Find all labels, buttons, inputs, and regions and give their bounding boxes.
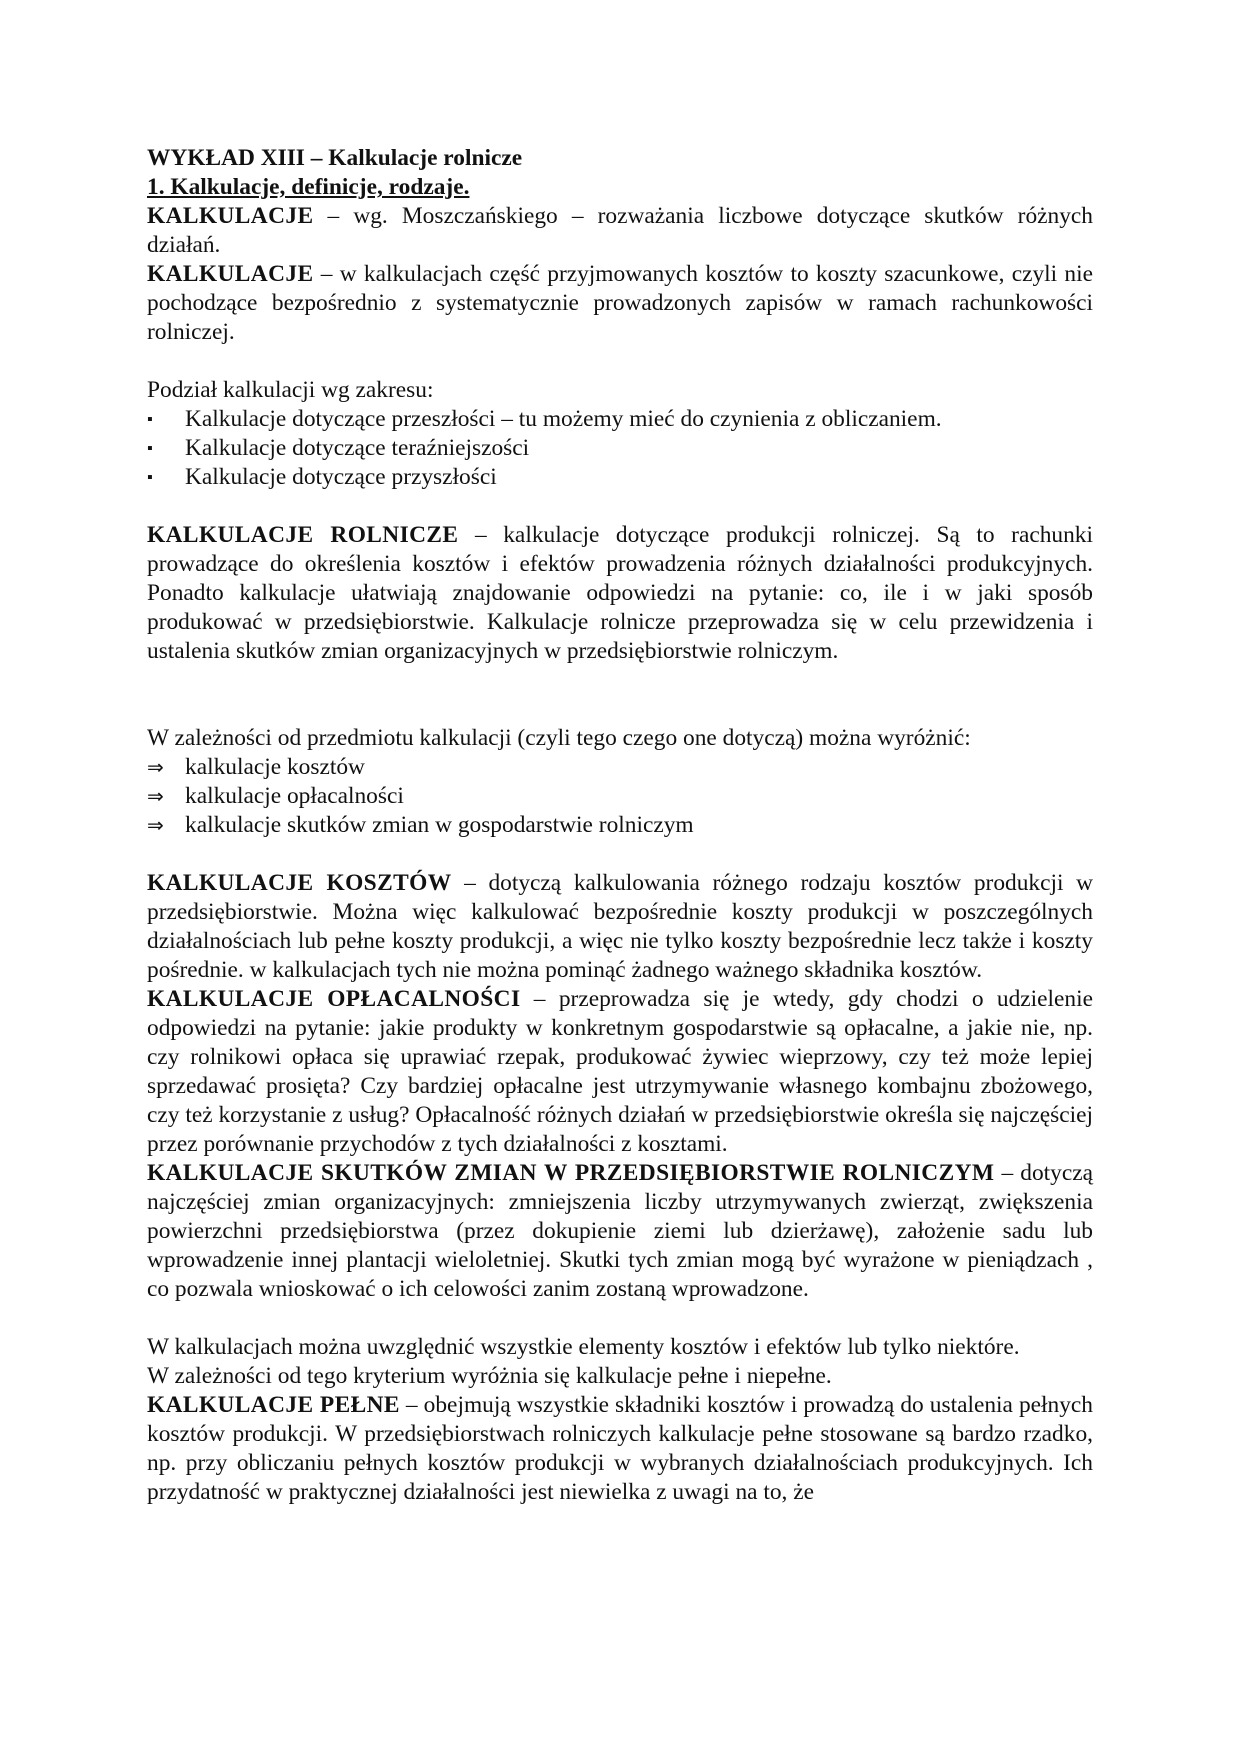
square-bullet-icon: ▪ (147, 469, 153, 486)
profitability-calc-paragraph (147, 985, 1093, 1159)
definition-text: – obejmują wszystkie składniki kosztów i prowadzą do ustalenia pełnych kosztów produkcji. W przedsiębiorstwach rolniczych kalkulacje pełne stosowane są bardzo rzadko, np. przy obliczaniu pełnych kosztów produkcji w wybranych działalnościach produkcyjnych. Ich przydatność w praktycznej działalności jest niewielka z uwagi na to, że (147, 1392, 1094, 1505)
change-effects-calc-paragraph (147, 1159, 1093, 1304)
full-calc-intro-line-1: W kalkulacjach można uwzględnić wszystkie elementy kosztów i efektów lub tylko niektóre. (147, 1334, 1020, 1360)
definition-text: – dotyczą najczęściej zmian organizacyjnych: zmniejszenia liczby utrzymywanych zwierząt, zwiększenia powierzchni przedsiębiorstwa (przez dokupienie ziemi lub dzierżawę), założenie sadu lub wprowadzenie innej plantacji wieloletniej. Skutki tych zmian mogą być wyrażone w pieniądzach , co pozwala wnioskować o ich celowości zanim zostaną wprowadzone. (147, 1160, 1093, 1302)
definition-text: – kalkulacje dotyczące produkcji rolniczej. Są to rachunki prowadzące do określenia kosztów i efektów prowadzenia różnych działalności produkcyjnych. Ponadto kalkulacje ułatwiają znajdowanie odpowiedzi na pytanie: co, ile i w jaki sposób produkować w przedsiębiorstwie. Kalkulacje rolnicze przeprowadza się w celu przewidzenia i ustalenia skutków zmian organizacyjnych w przedsiębiorstwie rolniczym. (147, 522, 1093, 664)
list-item: ▪ Kalkulacje dotyczące teraźniejszości (147, 435, 530, 461)
cost-calc-paragraph (147, 869, 1093, 985)
double-arrow-right-icon: ⇒ (147, 813, 164, 837)
subject-intro: W zależności od przedmiotu kalkulacji (czyli tego czego one dotyczą) można wyróżnić: (147, 725, 971, 751)
list-item: ▪ Kalkulacje dotyczące przyszłości (147, 464, 497, 490)
lecture-title: WYKŁAD XIII – Kalkulacje rolnicze (147, 145, 523, 171)
spacer (147, 347, 1093, 376)
definition-term: KALKULACJE ROLNICZE (147, 522, 459, 548)
definition-term: KALKULACJE OPŁACALNOŚCI (147, 986, 521, 1012)
definition-text: – wg. Moszczańskiego – rozważania liczbowe dotyczące skutków różnych działań. (147, 203, 1093, 258)
agricultural-calc-paragraph (147, 521, 1093, 666)
definition-term: KALKULACJE SKUTKÓW ZMIAN W PRZEDSIĘBIORSTWIE ROLNICZYM (147, 1160, 995, 1186)
list-item: ⇒ kalkulacje kosztów (147, 754, 365, 780)
definition-paragraph-1 (147, 202, 1093, 260)
full-calc-paragraph (147, 1391, 1093, 1507)
definition-term: KALKULACJE (147, 203, 314, 229)
spacer (147, 1304, 1093, 1333)
definition-text: – w kalkulacjach część przyjmowanych kosztów to koszty szacunkowe, czyli nie pochodzące bezpośrednio z systematycznie prowadzonych zapisów w ramach rachunkowości rolniczej. (147, 261, 1093, 345)
definition-term: KALKULACJE KOSZTÓW (147, 870, 452, 896)
list-item: ⇒ kalkulacje opłacalności (147, 783, 404, 809)
list-item: ▪ Kalkulacje dotyczące przeszłości – tu możemy mieć do czynienia z obliczaniem. (147, 406, 942, 432)
spacer (147, 840, 1093, 869)
square-bullet-icon: ▪ (147, 440, 153, 457)
definition-text: – przeprowadza się je wtedy, gdy chodzi o udzielenie odpowiedzi na pytanie: jakie produkty w konkretnym gospodarstwie są opłacalne, a jakie nie, np. czy rolnikowi opłaca się uprawiać rzepak, produkować żywiec wieprzowy, czy też może lepiej sprzedawać prosięta? Czy bardziej opłacalne jest utrzymywanie własnego kombajnu zbożowego, czy też korzystanie z usług? Opłacalność różnych działań w przedsiębiorstwie określa się najczęściej przez porównanie przychodów z tych działalności z kosztami. (147, 986, 1093, 1157)
subject-list (147, 753, 1093, 840)
document-page (147, 144, 1093, 1507)
division-intro: Podział kalkulacji wg zakresu: (147, 377, 434, 403)
full-calc-intro-line-2: W zależności od tego kryterium wyróżnia się kalkulacje pełne i niepełne. (147, 1363, 832, 1389)
section-heading: 1. Kalkulacje, definicje, rodzaje. (147, 174, 470, 200)
spacer (147, 666, 1093, 724)
double-arrow-right-icon: ⇒ (147, 784, 164, 808)
division-list (147, 405, 1093, 492)
definition-term: KALKULACJE PEŁNE (147, 1392, 400, 1418)
definition-paragraph-2 (147, 260, 1093, 347)
definition-text: – dotyczą kalkulowania różnego rodzaju kosztów produkcji w przedsiębiorstwie. Można więc kalkulować bezpośrednie koszty produkcji w poszczególnych działalnościach lub pełne koszty produkcji, a więc nie tylko koszty bezpośrednie lecz także i koszty pośrednie. w kalkulacjach tych nie można pominąć żadnego ważnego składnika kosztów. (147, 870, 1094, 983)
double-arrow-right-icon: ⇒ (147, 755, 164, 779)
square-bullet-icon: ▪ (147, 411, 153, 428)
spacer (147, 492, 1093, 521)
definition-term: KALKULACJE (147, 261, 314, 287)
list-item: ⇒ kalkulacje skutków zmian w gospodarstwie rolniczym (147, 812, 694, 838)
